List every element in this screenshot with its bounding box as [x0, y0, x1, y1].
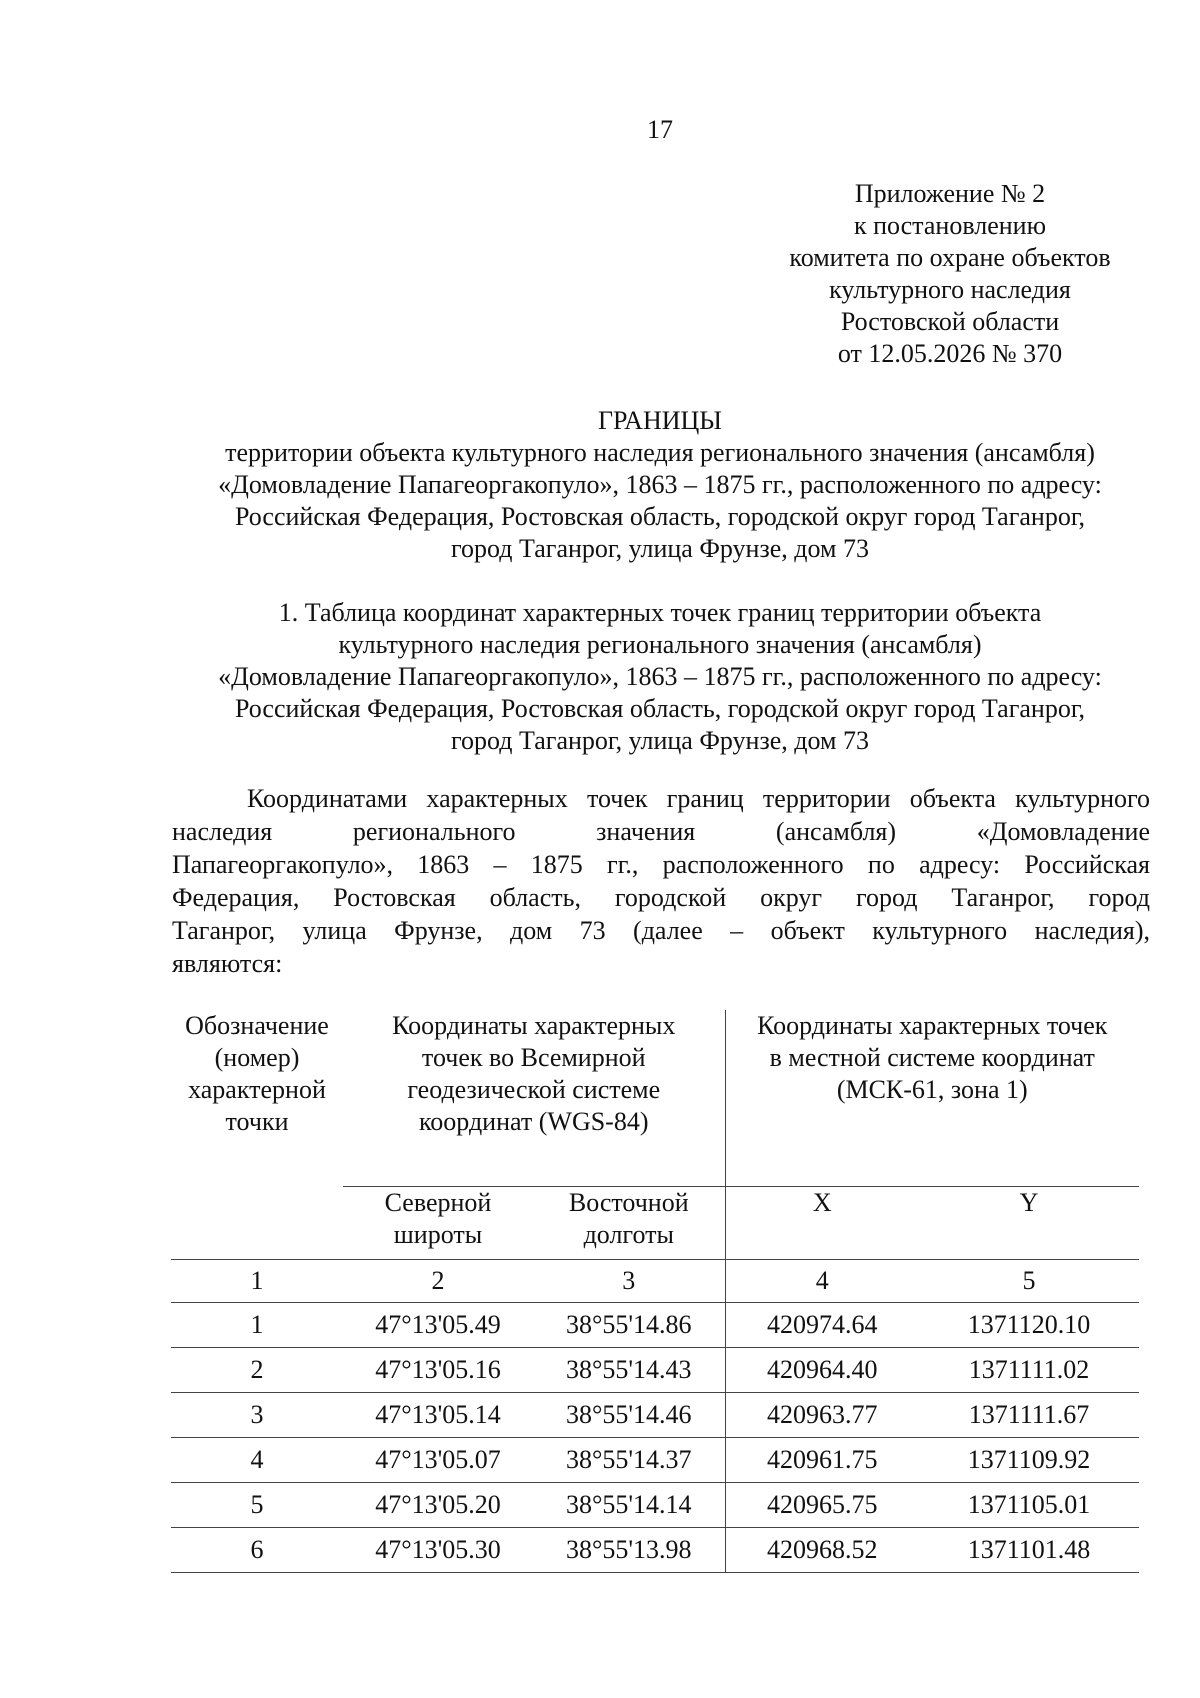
cell-latitude: 47°13'05.49: [343, 1303, 533, 1348]
appendix-line: культурного наследия: [829, 275, 1071, 304]
title-line: город Таганрог, улица Фрунзе, дом 73: [451, 534, 869, 563]
title-heading: ГРАНИЦЫ: [598, 406, 722, 435]
table-header-row: [171, 1010, 1139, 1187]
cell-longitude: 38°55'14.86: [533, 1303, 725, 1348]
table-row: [171, 1528, 1139, 1573]
header-y: Y: [919, 1187, 1139, 1260]
body-paragraph: [172, 782, 1150, 980]
cell-x: 420963.77: [725, 1393, 919, 1438]
cell-latitude: 47°13'05.30: [343, 1528, 533, 1573]
appendix-line: комитета по охране объектов: [789, 243, 1111, 272]
column-number-row: [171, 1260, 1139, 1303]
cell-x: 420964.40: [725, 1348, 919, 1393]
title-line: территории объекта культурного наследия регионального значения (ансамбля): [225, 438, 1095, 467]
cell-longitude: 38°55'14.43: [533, 1348, 725, 1393]
cell-x: 420961.75: [725, 1438, 919, 1483]
column-number: 5: [919, 1260, 1139, 1303]
paragraph-line: являются:: [172, 949, 283, 978]
cell-y: 1371105.01: [919, 1483, 1139, 1528]
header-east-longitude: Восточной долготы: [533, 1187, 725, 1260]
cell-latitude: 47°13'05.14: [343, 1393, 533, 1438]
cell-longitude: 38°55'13.98: [533, 1528, 725, 1573]
cell-point-number: 3: [171, 1393, 343, 1438]
column-number: 2: [343, 1260, 533, 1303]
table-row: [171, 1348, 1139, 1393]
cell-point-number: 2: [171, 1348, 343, 1393]
header-msk61: Координаты характерных точек в местной системе координат (МСК-61, зона 1): [757, 1011, 1108, 1104]
table-row: [171, 1438, 1139, 1483]
paragraph-line: Федерация, Ростовская область, городской округ город Таганрог, город: [172, 883, 1150, 912]
cell-x: 420968.52: [725, 1528, 919, 1573]
paragraph-line: наследия регионального значения (ансамбля) «Домовладение: [172, 817, 1150, 846]
header-point-designation: Обозначение (номер) характерной точки: [185, 1011, 329, 1136]
header-wgs84: Координаты характерных точек во Всемирной геодезической системе координат (WGS-84): [343, 1010, 725, 1187]
table-row: [171, 1303, 1139, 1348]
section-heading: [0, 597, 1200, 757]
section-line: «Домовладение Папагеоргакопуло», 1863 – 1875 гг., расположенного по адресу:: [218, 662, 1102, 691]
column-number: 3: [533, 1260, 725, 1303]
header-north-latitude: Северной широты: [343, 1187, 533, 1260]
document-title: [0, 405, 1200, 565]
page-number: 17: [647, 115, 673, 144]
cell-latitude: 47°13'05.16: [343, 1348, 533, 1393]
cell-point-number: 5: [171, 1483, 343, 1528]
cell-longitude: 38°55'14.37: [533, 1438, 725, 1483]
column-number: 4: [725, 1260, 919, 1303]
section-line: 1. Таблица координат характерных точек границ территории объекта: [278, 598, 1042, 627]
paragraph-line: Папагеоргакопуло», 1863 – 1875 гг., расположенного по адресу: Российская: [172, 850, 1150, 879]
title-line: «Домовладение Папагеоргакопуло», 1863 – 1875 гг., расположенного по адресу:: [218, 470, 1102, 499]
column-number: 1: [171, 1260, 343, 1303]
coordinates-table: [171, 1010, 1139, 1573]
title-line: Российская Федерация, Ростовская область, городской округ город Таганрог,: [234, 502, 1086, 531]
appendix-line: Приложение № 2: [854, 179, 1046, 208]
paragraph-line: Координатами характерных точек границ территории объекта культурного: [247, 784, 1150, 813]
cell-point-number: 4: [171, 1438, 343, 1483]
paragraph-line: Таганрог, улица Фрунзе, дом 73 (далее – объект культурного наследия),: [172, 916, 1150, 945]
cell-y: 1371101.48: [919, 1528, 1139, 1573]
cell-y: 1371111.67: [919, 1393, 1139, 1438]
table-row: [171, 1393, 1139, 1438]
cell-latitude: 47°13'05.20: [343, 1483, 533, 1528]
cell-point-number: 1: [171, 1303, 343, 1348]
cell-y: 1371120.10: [919, 1303, 1139, 1348]
cell-point-number: 6: [171, 1528, 343, 1573]
section-line: город Таганрог, улица Фрунзе, дом 73: [451, 726, 869, 755]
cell-latitude: 47°13'05.07: [343, 1438, 533, 1483]
cell-y: 1371111.02: [919, 1348, 1139, 1393]
section-line: Российская Федерация, Ростовская область, городской округ город Таганрог,: [234, 694, 1086, 723]
appendix-line: от 12.05.2026 № 370: [837, 339, 1063, 368]
table-row: [171, 1483, 1139, 1528]
appendix-line: Ростовской области: [840, 307, 1060, 336]
cell-longitude: 38°55'14.46: [533, 1393, 725, 1438]
cell-longitude: 38°55'14.14: [533, 1483, 725, 1528]
cell-x: 420974.64: [725, 1303, 919, 1348]
appendix-line: к постановлению: [853, 211, 1047, 240]
cell-x: 420965.75: [725, 1483, 919, 1528]
header-x: X: [725, 1187, 919, 1260]
appendix-block: [740, 178, 1160, 370]
cell-y: 1371109.92: [919, 1438, 1139, 1483]
section-line: культурного наследия регионального значения (ансамбля): [338, 630, 982, 659]
